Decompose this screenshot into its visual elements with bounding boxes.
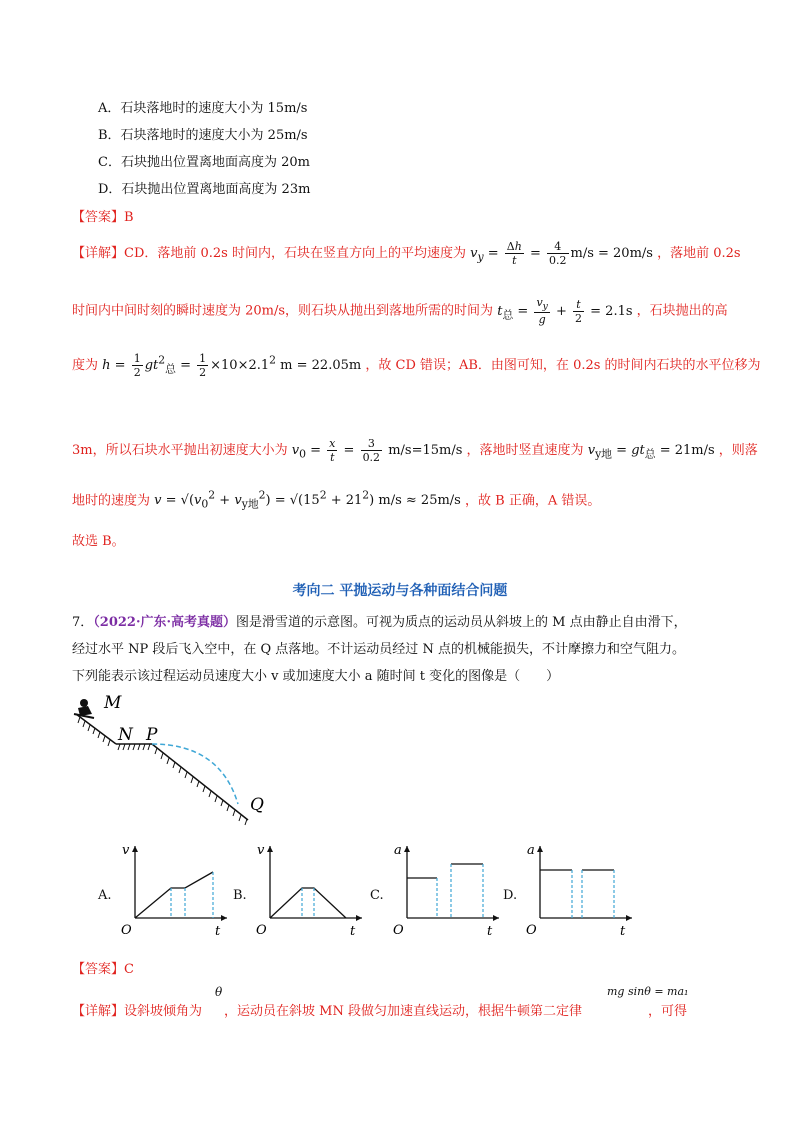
- label-m: M: [104, 693, 122, 713]
- label-n: N: [118, 725, 133, 745]
- slope-mn: [76, 714, 116, 744]
- choice-b-graph: [250, 840, 370, 940]
- detail-text: ，石块抛出的高: [636, 303, 728, 319]
- formula-result: = 21m/s: [659, 443, 715, 458]
- detail-line-1: 【详解】CD．落地前 0.2s 时间内，石块在竖直方向上的平均速度为 $v_y$ = $\frac{\Delta h}{t}$ = $\frac{4}{0.2}$ m/s = 20m/s ，落地前 0.2s: [72, 240, 741, 267]
- axis-label-y: v: [122, 843, 130, 858]
- question-source-tag: （2022·广东·高考真题）: [93, 615, 237, 630]
- option-b: B．石块落地时的速度大小为 25m/s: [98, 128, 308, 143]
- detail-line-2: 时间内中间时刻的瞬时速度为 20m/s，则石块从抛出到落地所需的时间为 $t_总$ = $\frac{v_y}{g}$ + $\frac{t}{2}$ = 2.1s ，石块抛出的高: [72, 296, 728, 327]
- detail-2-line: [72, 1000, 687, 1019]
- question-text: 图是滑雪道的示意图。可视为质点的运动员从斜坡上的 M 点由静止自由滑下，: [236, 615, 687, 630]
- ski-slope-diagram: [70, 692, 280, 842]
- slope-pq-hatching: [155, 748, 247, 825]
- slope-hatching: [78, 717, 110, 746]
- option-a: A．石块落地时的速度大小为 15m/s: [98, 101, 308, 116]
- detail-text: ，故 B 正确，A 错误。: [465, 493, 601, 509]
- v-t-curve: [270, 888, 346, 918]
- newton-formula: mg sinθ = ma₁: [607, 985, 689, 998]
- detail-line-5: 地时的速度为 $v = √(v_0^2 + v_{y地}^2) = √(15^2 + 21^2) m/s \approx 25m/s$ ，故 B 正确，A 错误。: [72, 489, 601, 511]
- slope-pq: [152, 744, 248, 820]
- choice-c-letter: C.: [370, 888, 384, 903]
- detail-text: ，可得: [647, 1004, 687, 1019]
- question-number: 7．: [72, 615, 94, 630]
- axis-label-x: t: [350, 924, 356, 939]
- conclusion: 故选 B。: [72, 534, 125, 549]
- choice-a-letter: A.: [98, 888, 112, 903]
- detail-text: 【详解】设斜坡倾角为: [72, 1004, 203, 1019]
- detail-text: 【详解】CD．落地前 0.2s 时间内，石块在竖直方向上的平均速度为: [72, 246, 466, 261]
- axis-label-x: t: [215, 924, 221, 939]
- label-p: P: [146, 725, 158, 745]
- detail-text: ，落地前 0.2s: [657, 246, 741, 261]
- formula-result: = 22.05m: [296, 358, 362, 373]
- detail-text: 3m，所以石块水平抛出初速度大小为: [72, 443, 288, 458]
- formula-result: = 2.1s: [590, 303, 633, 319]
- detail-text: ，则落: [718, 443, 758, 458]
- section-heading: 考向二 平抛运动与各种面结合问题: [292, 583, 508, 599]
- formula-result: m/s ≈ 25m/s: [378, 493, 461, 509]
- formula-result: = 20m/s: [598, 246, 653, 261]
- detail-text: ，故 CD 错误；AB．由图可知，在 0.2s 的时间内石块的水平位移为: [365, 358, 761, 373]
- origin-label: O: [393, 923, 404, 938]
- v-t-curve: [135, 872, 213, 918]
- formula-result: m/s=15m/s: [388, 443, 463, 458]
- origin-label: O: [256, 923, 267, 938]
- choice-a-graph: [115, 840, 235, 940]
- trajectory-curve: [152, 744, 238, 804]
- choice-d-graph: [520, 840, 640, 940]
- detail-text: ，落地时竖直速度为: [466, 443, 584, 458]
- axis-label-y: v: [257, 843, 265, 858]
- label-q: Q: [250, 795, 264, 815]
- detail-text: 地时的速度为: [72, 493, 151, 509]
- detail-text: 时间内中间时刻的瞬时速度为 20m/s，则石块从抛出到落地所需的时间为: [72, 303, 494, 319]
- origin-label: O: [121, 923, 132, 938]
- axis-label-x: t: [487, 924, 493, 939]
- detail-text: 度为: [72, 358, 99, 373]
- axis-label-y: a: [527, 843, 535, 858]
- question-7-line-2: 经过水平 NP 段后飞入空中，在 Q 点落地。不计运动员经过 N 点的机械能损失，不计摩擦力和空气阻力。: [72, 642, 685, 657]
- axis-label-y: a: [394, 843, 402, 858]
- choice-b-letter: B.: [233, 888, 247, 903]
- detail-line-4: 3m，所以石块水平抛出初速度大小为 $v_0$ = $\frac{x}{t}$ = $\frac{3}{0.2}$ m/s=15m/s ，落地时竖直速度为 $v_{y地} = gt_总 = 21m/s$ ，则落: [72, 437, 758, 464]
- choice-c-graph: [387, 840, 507, 940]
- option-c: C．石块抛出位置离地面高度为 20m: [98, 155, 310, 170]
- theta-symbol: θ: [215, 985, 223, 999]
- choice-d-letter: D.: [503, 888, 518, 903]
- detail-text: ，运动员在斜坡 MN 段做匀加速直线运动，根据牛顿第二定律: [224, 1004, 582, 1019]
- origin-label: O: [526, 923, 537, 938]
- axis-label-x: t: [620, 924, 626, 939]
- detail-line-3: 度为 h = $\frac{1}{2}$ $gt^2_总$ = $\frac{1}{2}$ $\times 10\times 2.1^2$ m = 22.05m ，故 CD 错误；AB．由图可知，在 0.2s 的时间内石块的水平位移为: [72, 352, 761, 379]
- answer-label-2: 【答案】C: [72, 962, 134, 977]
- question-7-line-1: [72, 611, 687, 630]
- option-d: D．石块抛出位置离地面高度为 23m: [98, 182, 311, 197]
- question-7-line-3: 下列能表示该过程运动员速度大小 v 或加速度大小 a 随时间 t 变化的图像是（ ）: [72, 669, 560, 684]
- answer-label: 【答案】B: [72, 210, 134, 225]
